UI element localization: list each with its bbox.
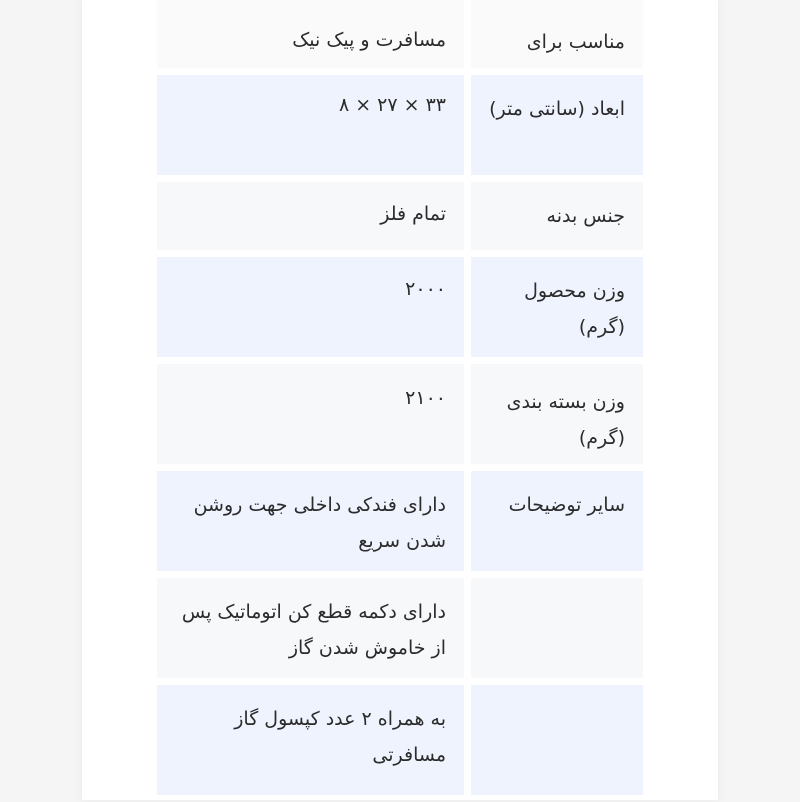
spec-value: مسافرت و پیک نیک	[157, 0, 464, 68]
spec-row-suitable-for	[157, 0, 643, 68]
spec-key: وزن محصول (گرم)	[471, 257, 643, 357]
specs-table	[157, 0, 643, 802]
spec-value: ۲۰۰۰	[157, 257, 464, 357]
spec-row-package-weight	[157, 364, 643, 464]
spec-row-auto-cutoff	[157, 578, 643, 678]
spec-key: وزن بسته بندی (گرم)	[471, 364, 643, 464]
spec-row-body-material	[157, 182, 643, 250]
spec-key	[471, 685, 643, 795]
spec-row-gas-capsules	[157, 685, 643, 795]
spec-key	[471, 578, 643, 678]
spec-value: به همراه ۲ عدد کپسول گاز مسافرتی	[157, 685, 464, 795]
spec-row-other-details	[157, 471, 643, 571]
spec-row-product-weight	[157, 257, 643, 357]
spec-key: سایر توضیحات	[471, 471, 643, 571]
spec-value: تمام فلز	[157, 182, 464, 250]
spec-value: دارای فندکی داخلی جهت روشن شدن سریع	[157, 471, 464, 571]
spec-key: مناسب برای	[471, 0, 643, 68]
spec-value: ۲۱۰۰	[157, 364, 464, 464]
spec-key: ابعاد (سانتی متر)	[471, 75, 643, 175]
spec-value: دارای دکمه قطع کن اتوماتیک پس از خاموش شدن گاز	[157, 578, 464, 678]
spec-key: جنس بدنه	[471, 182, 643, 250]
spec-row-dimensions	[157, 75, 643, 175]
spec-value: ۳۳ × ۲۷ × ۸	[157, 75, 464, 175]
